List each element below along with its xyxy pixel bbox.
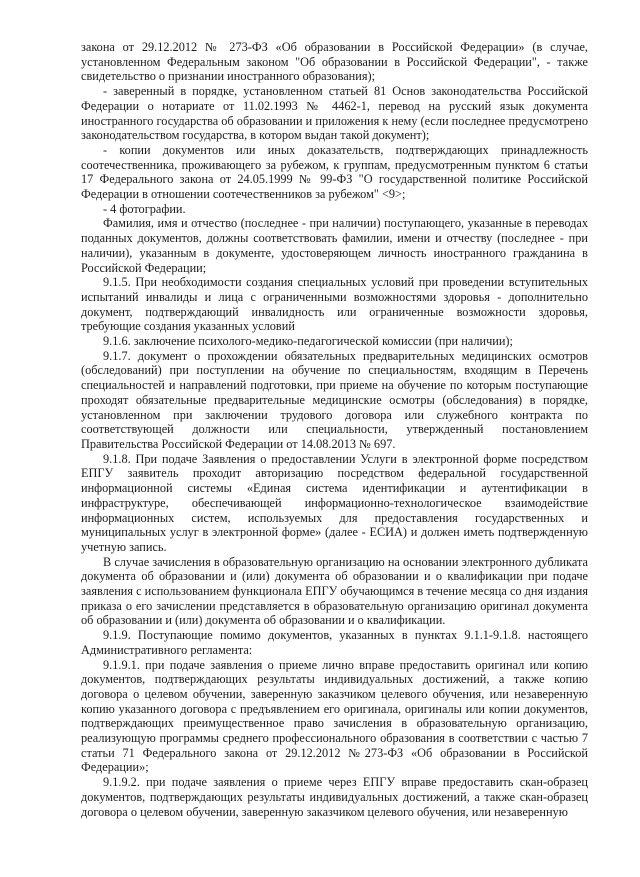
paragraph-notarized-translation: - заверенный в порядке, установленном статьей 81 Основ законодательства Российской Федерации о нотариате от 11.02.1993 № 4462-1, перевод на русский язык документа иностранного государства об образовании и приложения к нему (если последнее предусмотрено законодательством государства, в котором выдан такой документ); — [81, 84, 588, 143]
paragraph-9-1-8: 9.1.8. При подаче Заявления о предоставлении Услуги в электронной форме посредством ЕПГУ заявитель проходит авторизацию посредством федеральной государственной информационной системы «Единая система идентификации и аутентификации в инфраструктуре, обеспечивающей информационно-технологическое взаимодействие информационных систем, используемых для предоставления государственных и муниципальных услуг в электронной форме» (далее - ЕСИА) и должен иметь подтвержденную учетную запись. — [81, 451, 588, 554]
paragraph-9-1-6: 9.1.6. заключение психолого-медико-педагогической комиссии (при наличии); — [103, 334, 513, 349]
paragraph-compatriot-documents: - копии документов или иных доказательств, подтверждающих принадлежность соотечественника, проживающего за рубежом, к группам, предусмотренным пунктом 6 статьи 17 Федерального закона от 24.05.1999 № 99-ФЗ "О государственной политике Российской Федерации в отношении соотечественников за рубежом" <9>; — [81, 142, 588, 202]
paragraph-electronic-duplicate: В случае зачисления в образовательную организацию на основании электронного дубликата документа об образовании и (или) документа об образовании и о квалификации при подаче заявления с использованием функционала ЕПГУ обучающимся в течение месяца со дня издания приказа о его зачислении представляется в образовательную организацию оригинал документа об образовании и (или) документа об образовании и о квалификации. — [81, 554, 588, 628]
paragraph-9-1-7: 9.1.7. документ о прохождении обязательных предварительных медицинских осмотров (обследований) при поступлении на обучение по специальностям, входящим в Перечень специальностей и направлений подготовки, при приеме на обучение по которым поступающие проходят обязательные предварительные медицинские осмотры (обследования) в порядке, установленном при заключении трудового договора или служебного контракта по соответствующей должности или специальности, утвержденный постановлением Правительства Российской Федерации от 14.08.2013 № 697. — [81, 348, 588, 451]
paragraph-9-1-5: 9.1.5. При необходимости создания специальных условий при проведении вступительных испытаний инвалиды и лица с ограниченными возможностями здоровья - дополнительно документ, подтверждающий инвалидность или ограниченные возможности здоровья, требующие создания указанных условий — [81, 275, 588, 334]
paragraph-name-match: Фамилия, имя и отчество (последнее - при наличии) поступающего, указанные в переводах поданных документов, должны соответствовать фамилии, имени и отчеству (последнее - при наличии), указанным в документе, удостоверяющем личность иностранного гражданина в Российской Федерации; — [81, 216, 588, 275]
paragraph-continuation: закона от 29.12.2012 № 273-ФЗ «Об образовании в Российской Федерации» (в случае, установленном Федеральным законом "Об образовании в Российской Федерации", - также свидетельство о признании иностранного образования); — [81, 40, 588, 84]
paragraph-9-1-9-2: 9.1.9.2. при подаче заявления о приеме через ЕПГУ вправе предоставить скан-образец документов, подтверждающих результаты индивидуальных достижений, а также скан-образец договора о целевом обучении, заверенную заказчиком целевого обучения, или незаверенную — [81, 775, 588, 819]
paragraph-photos: - 4 фотографии. — [103, 201, 186, 216]
paragraph-9-1-9-1: 9.1.9.1. при подаче заявления о приеме лично вправе предоставить оригинал или копию документов, подтверждающих результаты индивидуальных достижений, а также копию договора о целевом обучении, заверенную заказчиком целевого обучения, или незаверенную копию указанного договора с предъявлением его оригинала, оригиналы или копии документов, подтверждающих преимущественное право зачисления в образовательную организацию, реализующую программы среднего профессионального образования в соответствии с частью 7 статьи 71 Федерального закона от 29.12.2012 №273-ФЗ «Об образовании в Российской Федерации»; — [81, 657, 588, 775]
paragraph-9-1-9: 9.1.9. Поступающие помимо документов, указанных в пунктах 9.1.1-9.1.8. настоящего Административного регламента: — [81, 628, 588, 657]
